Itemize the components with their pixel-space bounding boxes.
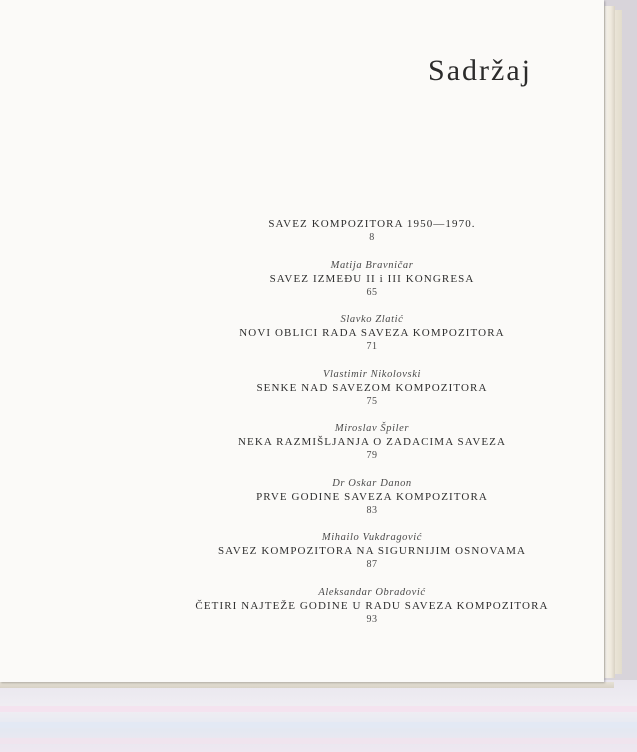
toc-entry [162, 368, 582, 423]
book-page-bottom-edge [0, 682, 614, 688]
toc-entry-title: SENKE NAD SAVEZOM KOMPOZITORA [256, 381, 488, 394]
toc-entry-page: 71 [366, 341, 378, 352]
toc-entry-title: ČETIRI NAJTEŽE GODINE U RADU SAVEZA KOMPOZITORA [195, 599, 549, 612]
book-page-stack-edge [614, 10, 622, 674]
toc-entry-title: NOVI OBLICI RADA SAVEZA KOMPOZITORA [239, 327, 505, 339]
toc-entry [162, 259, 582, 314]
toc-entry-page: 87 [366, 559, 378, 570]
toc-entry-author: Vlastimir Nikolovski [322, 368, 422, 380]
table-of-contents [162, 217, 582, 640]
book-page-stack [604, 6, 615, 678]
toc-entry-author: Dr Oskar Danon [332, 477, 412, 489]
toc-entry-page: 79 [366, 450, 378, 461]
toc-entry-author: Miroslav Špiler [334, 423, 410, 434]
toc-entry-page: 8 [369, 232, 375, 243]
toc-entry-author: Matija Bravničar [330, 259, 414, 271]
toc-entry [162, 313, 582, 368]
toc-entry-author: Mihailo Vukdragović [321, 532, 423, 543]
toc-entry [162, 477, 582, 532]
toc-entry-title: SAVEZ KOMPOZITORA NA SIGURNIJIM OSNOVAMA [217, 545, 527, 557]
toc-entry-author: Aleksandar Obradović [318, 586, 426, 598]
toc-entry-page: 65 [366, 286, 378, 298]
toc-entry [162, 422, 582, 477]
page-title: Sadržaj [428, 54, 532, 87]
toc-entry-page: 75 [366, 395, 378, 407]
toc-entry [162, 531, 582, 586]
background-stripe [0, 738, 637, 744]
toc-entry [162, 586, 582, 641]
toc-entry-title: PRVE GODINE SAVEZA KOMPOZITORA [256, 490, 488, 503]
toc-entry-title: SAVEZ KOMPOZITORA 1950—1970. [268, 218, 476, 230]
toc-entry-title: SAVEZ IZMEĐU II i III KONGRESA [269, 272, 475, 285]
toc-entry-page: 93 [366, 613, 378, 625]
background-stripe [0, 722, 637, 728]
background-stripe [0, 706, 637, 712]
toc-entry-title: NEKA RAZMIŠLJANJA O ZADACIMA SAVEZA [237, 436, 507, 448]
toc-entry-author: Slavko Zlatić [340, 314, 404, 325]
toc-entry-page: 83 [366, 504, 378, 516]
